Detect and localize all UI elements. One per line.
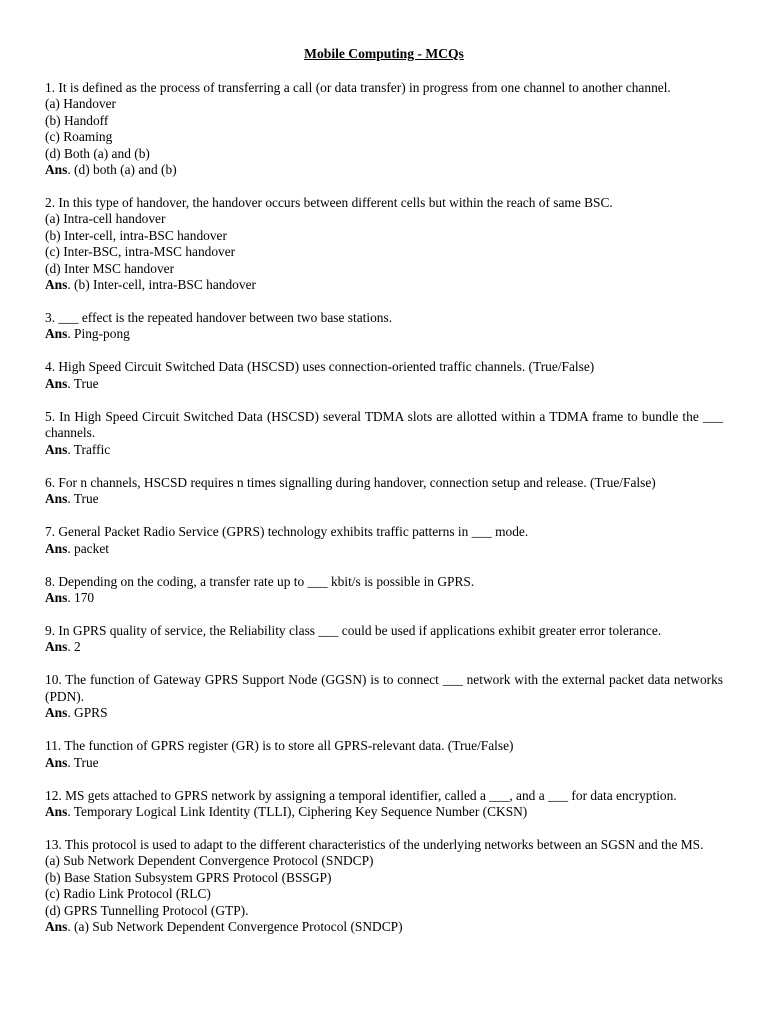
answer-line [45, 162, 723, 178]
question-block [45, 524, 723, 557]
answer-line [45, 804, 723, 820]
answer-line [45, 442, 723, 458]
option: (b) Base Station Subsystem GPRS Protocol (BSSGP) [45, 869, 332, 885]
question-block [45, 359, 723, 392]
answer-text: . (a) Sub Network Dependent Convergence Protocol (SNDCP) [67, 918, 403, 934]
answer-text: . Ping-pong [67, 326, 130, 342]
question-block [45, 195, 723, 293]
answer-text: . True [67, 491, 99, 507]
option: (b) Handoff [45, 112, 109, 128]
answer-label: Ans [45, 162, 68, 178]
question-text: 9. In GPRS quality of service, the Reliability class ___ could be used if applications exhibit greater error tolerance. [45, 622, 662, 638]
answer-text: . GPRS [67, 705, 108, 721]
answer-line [45, 491, 723, 507]
question-text: 11. The function of GPRS register (GR) is to store all GPRS-relevant data. (True/False) [45, 738, 514, 754]
question-text: 12. MS gets attached to GPRS network by assigning a temporal identifier, called a ___, and a ___ for data encryption. [45, 787, 677, 803]
question-text: 6. For n channels, HSCSD requires n times signalling during handover, connection setup and release. (True/False) [45, 474, 656, 490]
answer-label: Ans [45, 803, 68, 819]
option: (d) GPRS Tunnelling Protocol (GTP). [45, 902, 249, 918]
answer-line [45, 541, 723, 557]
answer-text: . packet [67, 540, 109, 556]
answer-line [45, 639, 723, 655]
answer-text: . (d) both (a) and (b) [67, 162, 177, 178]
answer-label: Ans [45, 326, 68, 342]
option: (c) Roaming [45, 129, 113, 145]
question-text: 2. In this type of handover, the handover occurs between different cells but within the reach of same BSC. [45, 195, 613, 211]
answer-text: . True [67, 754, 99, 770]
answer-text: . Temporary Logical Link Identity (TLLI), Ciphering Key Sequence Number (CKSN) [67, 803, 528, 819]
answer-text: . 170 [67, 589, 95, 605]
answer-text: . True [67, 375, 99, 391]
document-page [45, 44, 723, 952]
question-block [45, 738, 723, 771]
answer-line [45, 705, 723, 721]
option: (a) Sub Network Dependent Convergence Protocol (SNDCP) [45, 853, 374, 869]
answer-label: Ans [45, 277, 68, 293]
question-text: 8. Depending on the coding, a transfer rate up to ___ kbit/s is possible in GPRS. [45, 573, 475, 589]
answer-label: Ans [45, 540, 68, 556]
option: (c) Inter-BSC, intra-MSC handover [45, 244, 236, 260]
question-block [45, 574, 723, 607]
question-text: 3. ___ effect is the repeated handover between two base stations. [45, 310, 393, 326]
option: (a) Intra-cell handover [45, 211, 166, 227]
question-block [45, 623, 723, 656]
answer-label: Ans [45, 705, 68, 721]
answer-line [45, 376, 723, 392]
question-block [45, 475, 723, 508]
option: (d) Both (a) and (b) [45, 145, 150, 161]
answer-text: . (b) Inter-cell, intra-BSC handover [67, 277, 256, 293]
answer-text: . Traffic [67, 441, 111, 457]
question-block [45, 788, 723, 821]
answer-line [45, 919, 723, 935]
question-block [45, 672, 723, 721]
answer-label: Ans [45, 918, 68, 934]
question-block [45, 310, 723, 343]
option: (a) Handover [45, 96, 117, 112]
question-block [45, 409, 723, 458]
answer-label: Ans [45, 754, 68, 770]
question-text: 7. General Packet Radio Service (GPRS) technology exhibits traffic patterns in ___ mode. [45, 524, 529, 540]
question-block [45, 837, 723, 935]
answer-label: Ans [45, 441, 68, 457]
question-text: 1. It is defined as the process of transferring a call (or data transfer) in progress from one channel to another channel. [45, 80, 671, 95]
answer-label: Ans [45, 639, 68, 655]
answer-label: Ans [45, 589, 68, 605]
question-text: 5. In High Speed Circuit Switched Data (HSCSD) several TDMA slots are allotted within a TDMA frame to bundle the ___ channels. [45, 408, 723, 441]
answer-label: Ans [45, 491, 68, 507]
answer-line [45, 326, 723, 342]
question-text: 10. The function of Gateway GPRS Support Node (GGSN) is to connect ___ network with the external packet data networks (PDN). [45, 672, 723, 704]
answer-line [45, 590, 723, 606]
answer-line [45, 277, 723, 293]
question-text: 4. High Speed Circuit Switched Data (HSCSD) uses connection-oriented traffic channels. (True/False) [45, 359, 595, 375]
answer-line [45, 755, 723, 771]
question-block [45, 80, 723, 178]
option: (d) Inter MSC handover [45, 260, 175, 276]
question-text: 13. This protocol is used to adapt to the different characteristics of the underlying networks between an SGSN and the MS. [45, 836, 704, 852]
option: (b) Inter-cell, intra-BSC handover [45, 227, 227, 243]
answer-label: Ans [45, 375, 68, 391]
page-title: Mobile Computing - MCQs [304, 46, 464, 61]
option: (c) Radio Link Protocol (RLC) [45, 886, 211, 902]
answer-text: . 2 [67, 639, 81, 655]
